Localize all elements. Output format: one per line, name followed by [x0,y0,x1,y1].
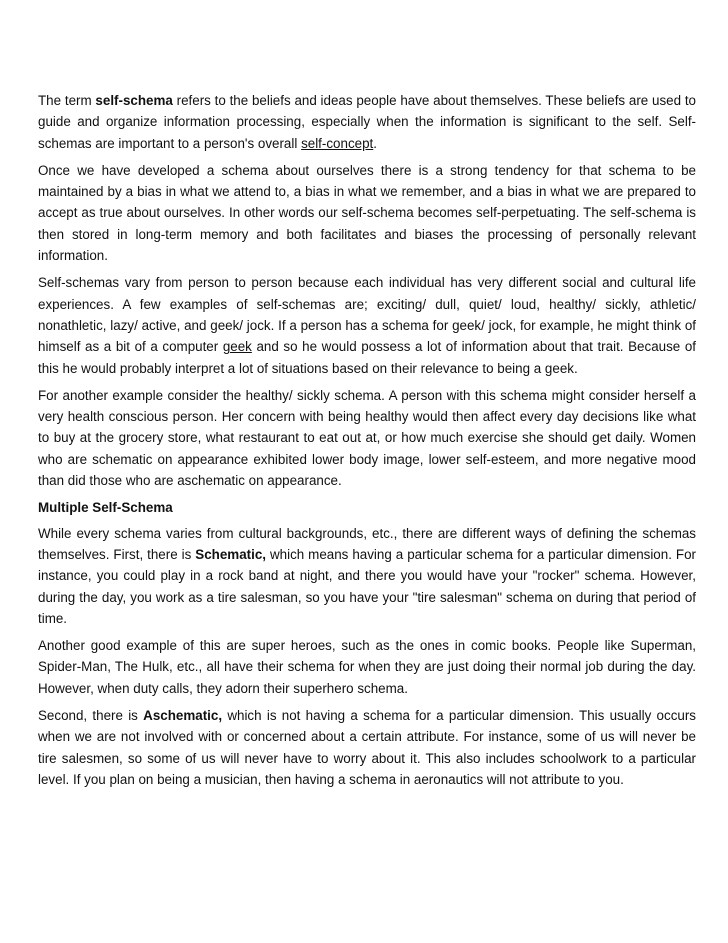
text-span: which is not having a schema for a particular dimension. This usually occurs when we are not involved with or concerned about a certain attribute. For instance, some of us will never be tire salesmen, so some of us will never have to worry about it. This also includes schoolwork to a particular level. If you plan on being a musician, then having a schema in aeronautics will not attribute to you. [38,708,696,787]
section-heading-multiple-self-schema: Multiple Self-Schema [38,500,173,516]
text-span: . [373,135,377,151]
paragraph-variation [38,272,696,378]
paragraph-aschematic [38,705,696,790]
paragraph-schematic [38,523,696,629]
term-aschematic: Aschematic, [143,708,223,724]
paragraph-healthy-example: For another example consider the healthy/ sickly schema. A person with this schema might consider herself a very health conscious person. Her concern with being healthy would then affect every day decisions like what to buy at the grocery store, what restaurant to eat out at, or how much exercise she should get daily. Women who are schematic on appearance exhibited lower body image, lower self-esteem, and more negative mood than did those who are aschematic on appearance. [38,387,696,489]
text-span: The term [38,93,96,108]
link-self-concept[interactable]: self-concept [301,135,374,151]
text-span: Self-schemas vary from person to person because each individual has very different social and cultural life experiences. A few examples of self-schemas are; exciting/ dull, quiet/ loud, healthy/ sickly, athletic/ nonathletic, lazy/ active, and geek/ jock. If a person has a schema for geek/ jock, for example, he might think of himself as a bit of a computer [38,275,696,355]
text-span: While every schema varies from cultural backgrounds, etc., there are different ways of defining the schemas themselves. First, there is [38,525,696,562]
paragraph-superheroes: Another good example of this are super heroes, such as the ones in comic books. People like Superman, Spider-Man, The Hulk, etc., all have their schema for when they are just doing their normal job during the day. However, when duty calls, they adorn their superhero schema. [38,638,696,696]
text-span: Second, there is [38,708,144,724]
term-self-schema: self-schema [95,93,173,108]
text-span: refers to the beliefs and ideas people have about themselves. These beliefs are used to guide and organize information processing, especially when the information is significant to the self. Self-schemas are important to a person's overall [38,93,697,151]
term-schematic: Schematic, [195,546,266,562]
document-page [38,90,696,796]
text-span: and so he would possess a lot of information about that trait. Because of this he would probably interpret a lot of situations based on their relevance to being a geek. [38,339,696,376]
link-geek[interactable]: geek [222,339,252,355]
paragraph-maintenance: Once we have developed a schema about ourselves there is a strong tendency for that schema to be maintained by a bias in what we attend to, a bias in what we remember, and a bias in what we are prepared to accept as true about ourselves. In other words our self-schema becomes self-perpetuating. The self-schema is then stored in long-term memory and both facilitates and biases the processing of personally relevant information. [38,162,696,264]
text-span: which means having a particular schema for a particular dimension. For instance, you could play in a rock band at night, and there you would have your "rocker" schema. However, during the day, you work as a tire salesman, so you have your "tire salesman" schema on during that period of time. [38,546,696,626]
paragraph-intro [38,90,696,154]
